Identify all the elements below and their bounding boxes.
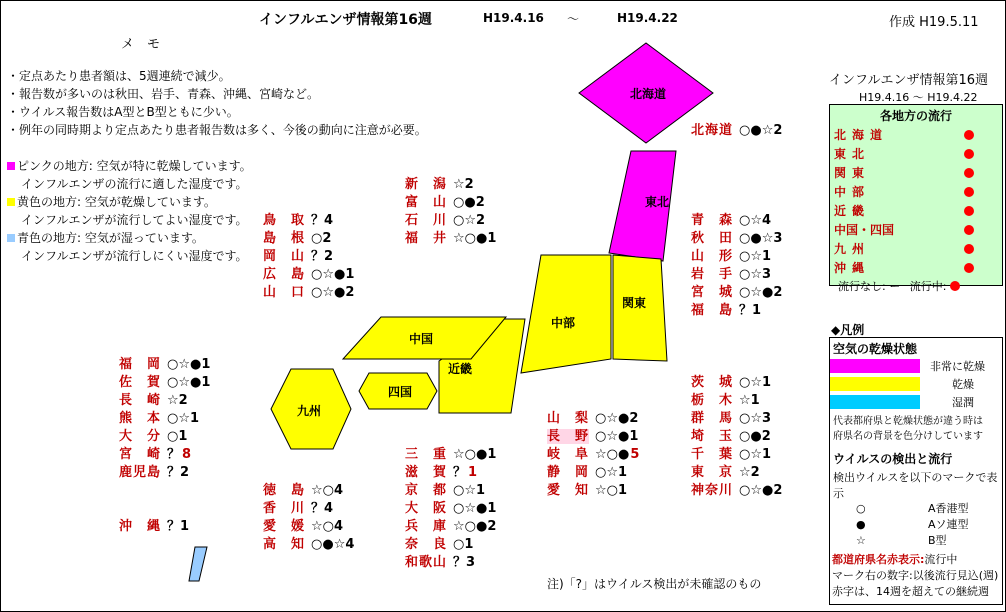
pref-fukushima: 福 島 ？1 bbox=[691, 303, 762, 318]
pref-ibaraki: 茨 城 ○☆1 bbox=[691, 375, 772, 390]
pref-oita: 大 分 ○1 bbox=[119, 429, 188, 444]
virus-row-a-soviet: ● Aソ連型 bbox=[856, 518, 969, 531]
region-row-okinawa: 沖縄 bbox=[834, 258, 1002, 277]
pref-mie: 三 重 ☆○●1 bbox=[405, 447, 497, 462]
chubu-label: 中部 bbox=[551, 316, 576, 330]
pref-miyazaki: 宮 崎 ？ 8 bbox=[119, 447, 192, 462]
pref-hokkaido: 北海道 ○●☆2 bbox=[691, 123, 783, 138]
pref-kanagawa: 神奈川 ○☆●2 bbox=[691, 483, 783, 498]
dryness-row-yellow: 乾燥 bbox=[830, 375, 1002, 393]
pref-aomori: 青 森 ○☆4 bbox=[691, 213, 772, 228]
pref-wakayama: 和歌山 ？3 bbox=[405, 555, 476, 570]
pref-akita: 秋 田 ○●☆3 bbox=[691, 231, 783, 246]
pref-yamagata: 山 形 ○☆1 bbox=[691, 249, 772, 264]
region-status-heading: 各地方の流行 bbox=[879, 109, 952, 123]
region-row-chugoku-shikoku: 中国・四国 bbox=[834, 220, 1002, 239]
virus-notes bbox=[830, 549, 1002, 600]
memo-line: ・ウイルス報告数はA型とB型ともに少い。 bbox=[7, 105, 239, 119]
pref-yamanashi: 山 梨 ○☆●2 bbox=[547, 411, 639, 426]
side-title: インフルエンザ情報第16週 bbox=[829, 73, 989, 88]
pref-shimane: 島 根 ○2 bbox=[263, 231, 332, 246]
humidity-note-blue-sub: インフルエンザが流行しにくい湿度です。 bbox=[21, 249, 248, 263]
chugoku-label: 中国 bbox=[409, 332, 434, 346]
pref-ehime: 愛 媛 ☆○4 bbox=[263, 519, 344, 534]
legend-box bbox=[829, 337, 1003, 605]
pref-osaka: 大 阪 ○☆●1 bbox=[405, 501, 497, 516]
pref-tokyo: 東 京 ☆2 bbox=[691, 465, 760, 480]
pref-chiba: 千 葉 ○☆1 bbox=[691, 447, 772, 462]
memo-line: ・定点あたり患者額は、5週連続で減少。 bbox=[7, 69, 231, 83]
pink-swatch bbox=[830, 359, 920, 373]
blue-swatch bbox=[830, 395, 920, 409]
active-dot-icon bbox=[964, 168, 974, 178]
mark-number-note: マーク右の数字:以後流行見込(週) bbox=[832, 569, 999, 582]
virus-row-a-hongkong: ○ A香港型 bbox=[856, 502, 969, 515]
pref-niigata: 新 潟 ☆2 bbox=[405, 177, 474, 192]
legend-title: ◆凡例 bbox=[831, 323, 865, 337]
region-status-list bbox=[830, 125, 1002, 277]
pref-nagasaki: 長 崎 ☆2 bbox=[119, 393, 188, 408]
dryness-heading: 空気の乾燥状態 bbox=[833, 342, 918, 356]
pref-shiga: 滋 賀 ？ 1 bbox=[405, 465, 478, 480]
active-dot-icon bbox=[964, 206, 974, 216]
footnote: 注)「?」はウイルス検出が未確認のもの bbox=[547, 577, 762, 591]
humidity-note-blue: 青色の地方: 空気が湿っています。 bbox=[7, 229, 252, 247]
kanto-label: 関東 bbox=[622, 296, 647, 310]
red-name-note: 都道府県名赤表示:流行中 bbox=[832, 553, 958, 566]
pref-gifu: 岐 阜 ☆○●5 bbox=[547, 447, 640, 462]
pref-tottori: 鳥 取 ？4 bbox=[263, 213, 334, 228]
chubu-region bbox=[521, 255, 611, 373]
pref-hiroshima: 広 島 ○☆●1 bbox=[263, 267, 355, 282]
yellow-swatch bbox=[830, 377, 920, 391]
pref-okayama: 岡 山 ？2 bbox=[263, 249, 334, 264]
kyushu-label: 九州 bbox=[297, 404, 322, 418]
pref-shizuoka: 静 岡 ○☆1 bbox=[547, 465, 628, 480]
pref-okinawa: 沖 縄 ？1 bbox=[119, 519, 190, 534]
date-to: H19.4.22 bbox=[617, 11, 678, 25]
humidity-note-yellow-sub: インフルエンザが流行してよい湿度です。 bbox=[21, 213, 248, 227]
pref-gunma: 群 馬 ○☆3 bbox=[691, 411, 772, 426]
region-row-kyushu: 九州 bbox=[834, 239, 1002, 258]
pref-fukui: 福 井 ☆○●1 bbox=[405, 231, 497, 246]
pref-toyama: 富 山 ○●2 bbox=[405, 195, 485, 210]
memo-line: ・報告数が多いのは秋田、岩手、青森、沖縄、宮崎など。 bbox=[7, 87, 320, 101]
tohoku-label: 東北 bbox=[645, 195, 670, 209]
active-dot-icon bbox=[950, 281, 960, 291]
virus-mark-list bbox=[830, 501, 1002, 549]
active-dot-icon bbox=[964, 244, 974, 254]
region-row-tohoku: 東北 bbox=[834, 144, 1002, 163]
region-row-kinki: 近畿 bbox=[834, 201, 1002, 220]
pref-miyagi: 宮 城 ○☆●2 bbox=[691, 285, 783, 300]
memo-heading: メ モ bbox=[121, 37, 161, 52]
region-row-chubu: 中部 bbox=[834, 182, 1002, 201]
kinki-label: 近畿 bbox=[448, 362, 473, 376]
region-row-kanto: 関東 bbox=[834, 163, 1002, 182]
pref-yamaguchi: 山 口 ○☆●2 bbox=[263, 285, 355, 300]
report-title: インフルエンザ情報第16週 bbox=[259, 12, 432, 28]
virus-heading: ウイルスの検出と流行 bbox=[833, 452, 953, 466]
pref-saga: 佐 賀 ○☆●1 bbox=[119, 375, 211, 390]
pref-nagano: 長 野 ○☆●1 bbox=[547, 429, 639, 444]
active-dot-icon bbox=[964, 149, 974, 159]
active-dot-icon bbox=[964, 225, 974, 235]
side-dates: H19.4.16 〜 H19.4.22 bbox=[859, 91, 978, 104]
region-status-box bbox=[829, 104, 1003, 293]
created-date: 作成 H19.5.11 bbox=[889, 15, 979, 30]
red-number-note: 赤字は、14週を超えての継続週 bbox=[832, 585, 989, 598]
shikoku-label: 四国 bbox=[388, 385, 413, 399]
pref-fukuoka: 福 岡 ○☆●1 bbox=[119, 357, 211, 372]
date-tilde: 〜 bbox=[567, 12, 580, 26]
region-status-legend: 流行なし: ー 流行中: bbox=[830, 278, 1002, 294]
date-from: H19.4.16 bbox=[483, 11, 544, 25]
pref-kyoto: 京 都 ○☆1 bbox=[405, 483, 486, 498]
virus-row-b: ☆ B型 bbox=[856, 534, 947, 547]
pref-nara: 奈 良 ○1 bbox=[405, 537, 474, 552]
dryness-row-pink: 非常に乾燥 bbox=[830, 357, 1002, 375]
pref-iwate: 岩 手 ○☆3 bbox=[691, 267, 772, 282]
pref-kumamoto: 熊 本 ○☆1 bbox=[119, 411, 200, 426]
active-dot-icon bbox=[964, 263, 974, 273]
pref-aichi: 愛 知 ☆○1 bbox=[547, 483, 628, 498]
region-row-hokkaido: 北海道 bbox=[834, 125, 1002, 144]
pref-kagawa: 香 川 ？4 bbox=[263, 501, 334, 516]
pref-kochi: 高 知 ○●☆4 bbox=[263, 537, 355, 552]
hokkaido-label: 北海道 bbox=[630, 87, 667, 101]
humidity-note-pink: ピンクの地方: 空気が特に乾燥しています。 bbox=[7, 157, 252, 175]
active-dot-icon bbox=[964, 187, 974, 197]
pref-ishikawa: 石 川 ○☆2 bbox=[405, 213, 486, 228]
dryness-row-blue: 湿潤 bbox=[830, 393, 1002, 411]
humidity-note-yellow: 黄色の地方: 空気が乾燥しています。 bbox=[7, 193, 252, 211]
active-dot-icon bbox=[964, 130, 974, 140]
pref-hyogo: 兵 庫 ☆○●2 bbox=[405, 519, 497, 534]
dryness-note: 代表都府県と乾燥状態が違う時は 府県名の背景を色分けしています bbox=[833, 416, 983, 442]
pref-tochigi: 栃 木 ☆1 bbox=[691, 393, 760, 408]
memo-line: ・例年の同時期より定点あたり患者報告数は多く、今後の動向に注意が必要。 bbox=[7, 123, 427, 137]
pref-saitama: 埼 玉 ○●2 bbox=[691, 429, 771, 444]
pref-kagoshima: 鹿児島 ？2 bbox=[119, 465, 190, 480]
okinawa-region bbox=[189, 547, 207, 581]
pref-tokushima: 徳 島 ☆○4 bbox=[263, 483, 344, 498]
humidity-note-pink-sub: インフルエンザの流行に適した湿度です。 bbox=[21, 177, 248, 191]
virus-desc: 検出ウイルスを以下のマークで表示 bbox=[833, 471, 998, 500]
